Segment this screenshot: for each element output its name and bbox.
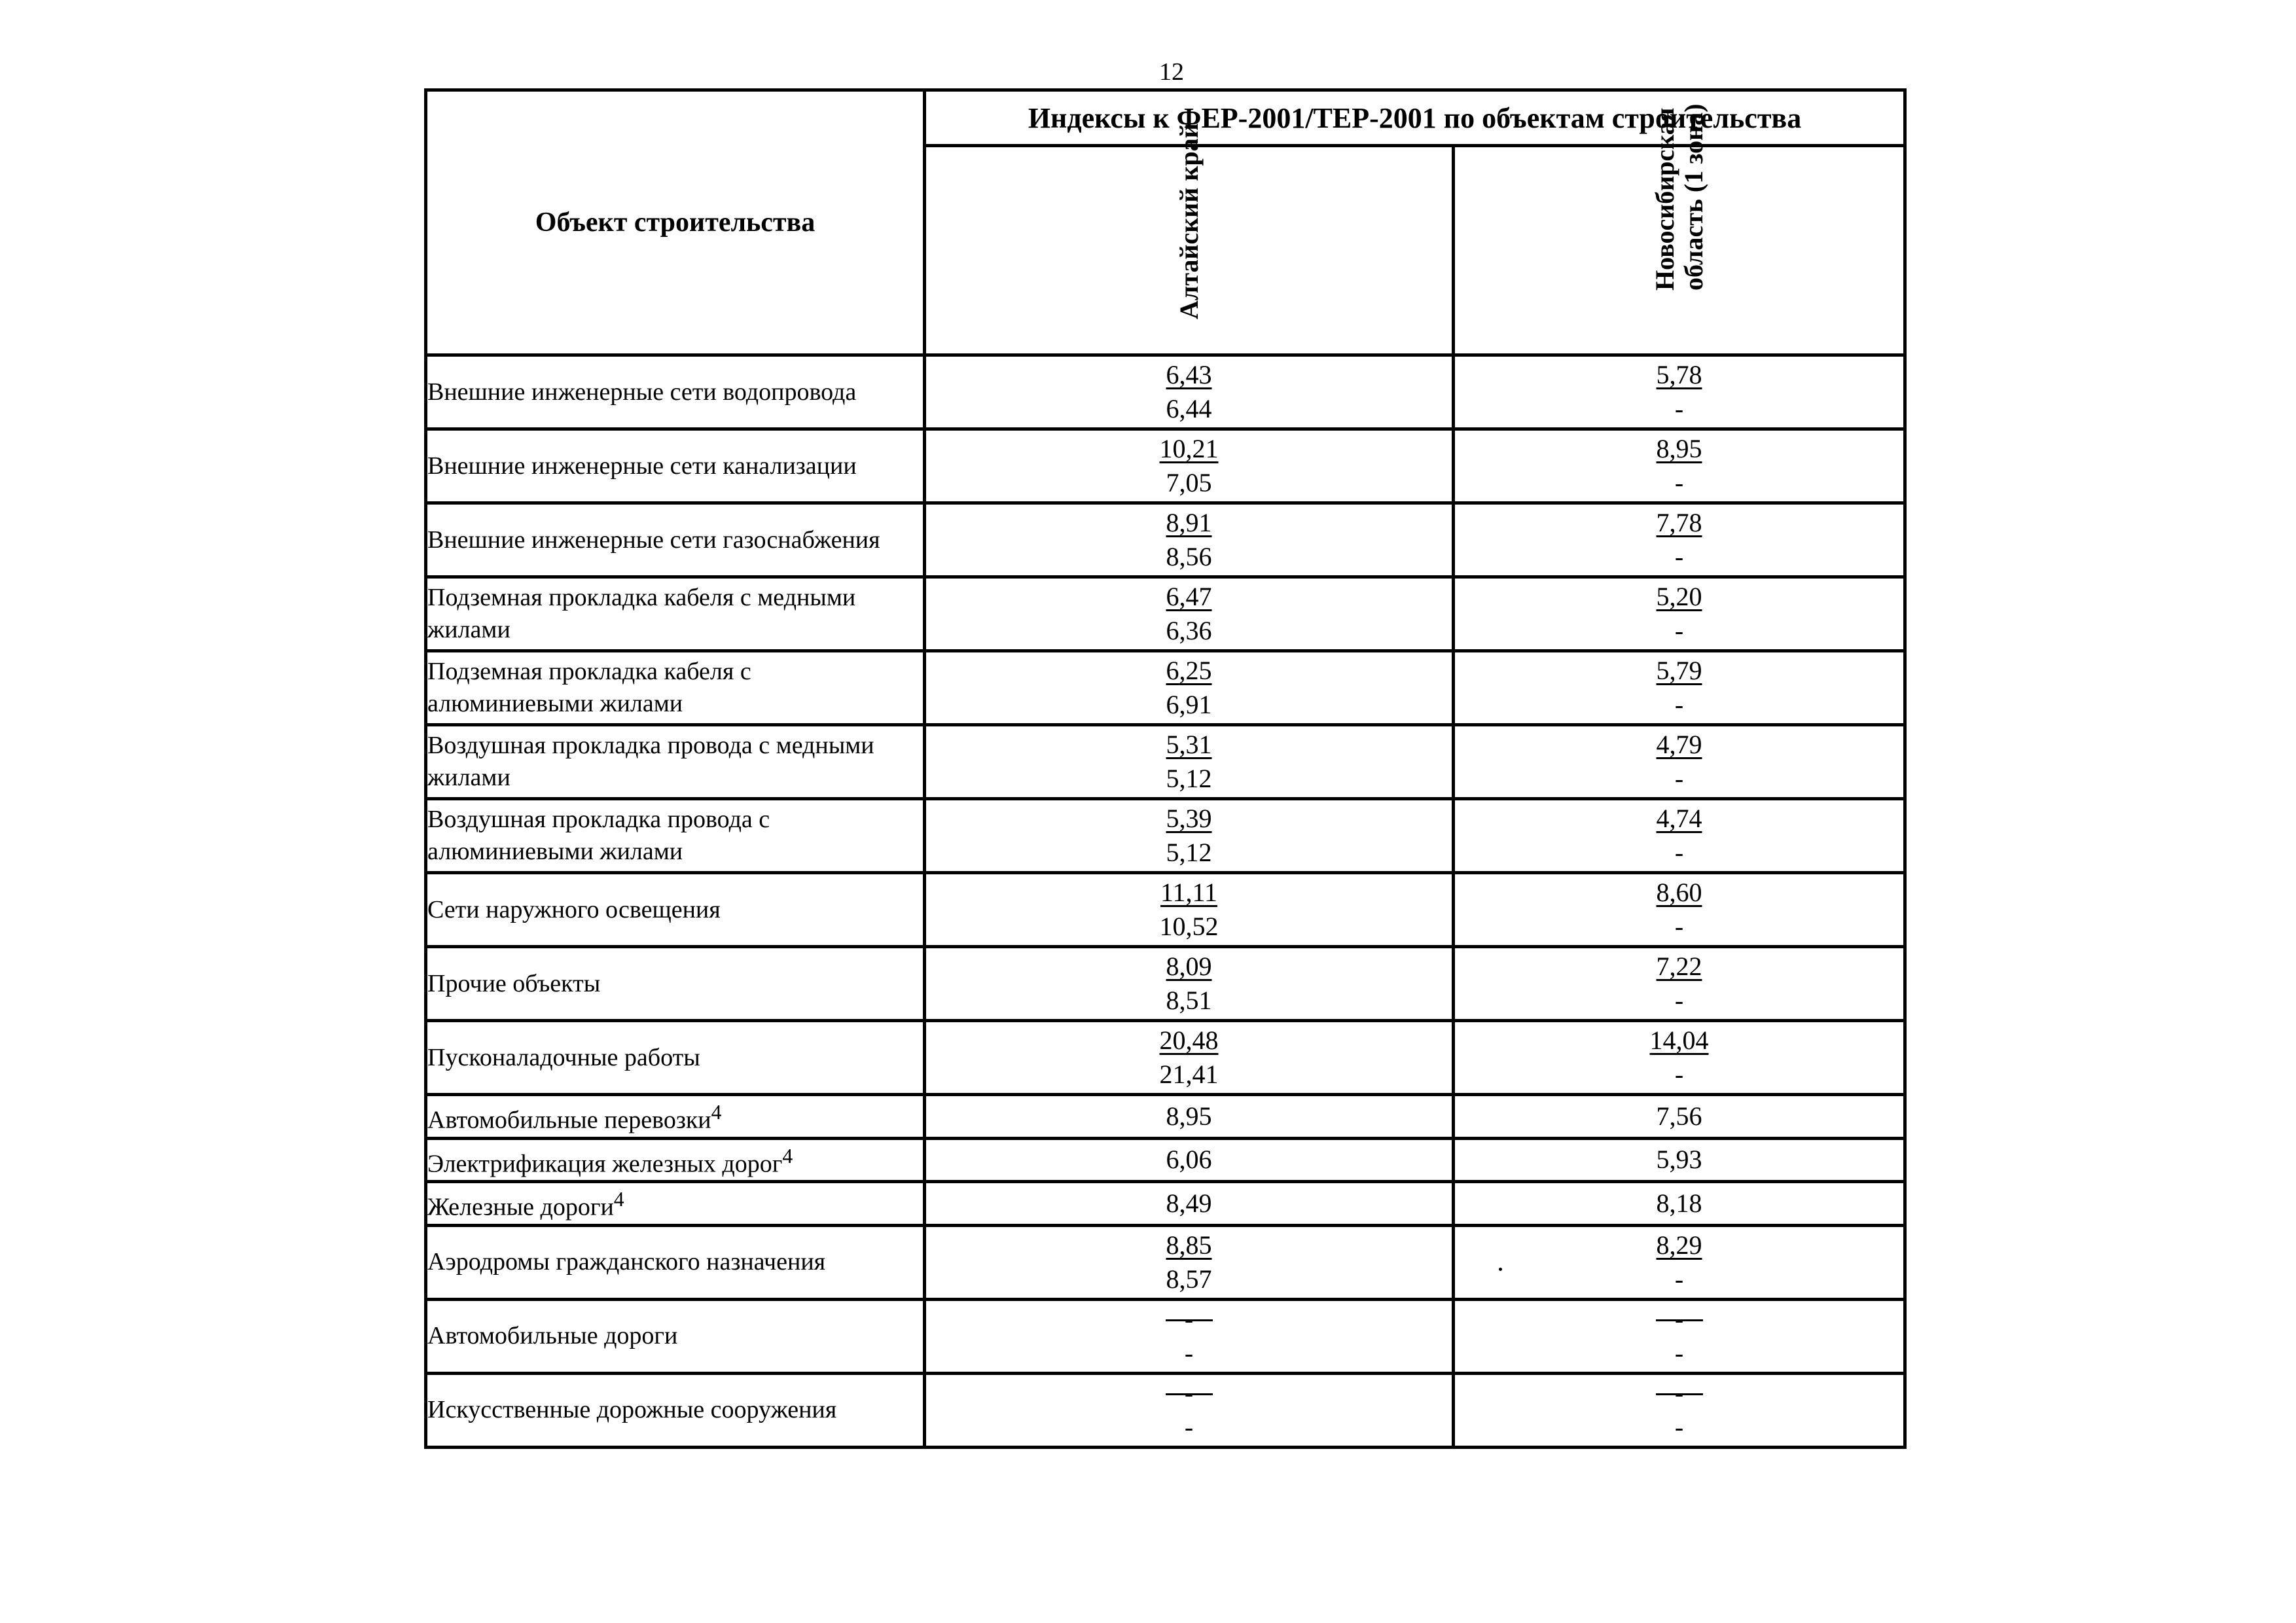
- table-row: [426, 429, 1905, 503]
- row-name: Подземная прокладка кабеля с алюминиевыми жилами: [426, 651, 925, 725]
- value-bottom: -: [1674, 468, 1684, 497]
- value-bottom: -: [1674, 912, 1684, 941]
- value-bottom: 6,36: [1166, 616, 1212, 645]
- value-top: 6,43: [1166, 360, 1212, 389]
- value-novosibirsk: [1454, 1373, 1905, 1447]
- value-bottom: 5,12: [1166, 838, 1212, 867]
- value-top: 14,04: [1649, 1026, 1709, 1055]
- value-top: 20,48: [1159, 1026, 1219, 1055]
- value-bottom: -: [1674, 838, 1684, 867]
- table-row: [426, 947, 1905, 1021]
- row-name-text: Железные дороги: [427, 1193, 614, 1221]
- value-top: 5,20: [1656, 582, 1702, 611]
- row-name: [426, 1095, 925, 1139]
- table-row: [426, 503, 1905, 577]
- value-bottom: 6,44: [1166, 394, 1212, 423]
- table-row: [426, 1373, 1905, 1447]
- value-bottom: 21,41: [1159, 1060, 1219, 1089]
- value-top: 5,79: [1656, 656, 1702, 685]
- value-bottom: 8,57: [1166, 1264, 1212, 1294]
- value-novosibirsk: 5,93: [1454, 1138, 1905, 1182]
- value-bottom: -: [1674, 616, 1684, 645]
- value-top: 4,74: [1656, 804, 1702, 833]
- table-row: [426, 1138, 1905, 1182]
- row-name: Пусконаладочные работы: [426, 1021, 925, 1095]
- region-altai-label: Алтайский край: [1174, 123, 1204, 319]
- value-altai: [925, 429, 1454, 503]
- value-novosibirsk: [1454, 1021, 1905, 1095]
- table-row: [426, 799, 1905, 873]
- value-top: 7,22: [1656, 952, 1702, 981]
- value-novosibirsk: [1454, 651, 1905, 725]
- value-novosibirsk: [1454, 577, 1905, 651]
- value-novosibirsk: [1454, 429, 1905, 503]
- value-top: -: [1656, 1376, 1703, 1395]
- value-top: 11,11: [1160, 878, 1218, 907]
- table-row: [426, 651, 1905, 725]
- value-altai: [925, 1373, 1454, 1447]
- value-novosibirsk: [1454, 873, 1905, 947]
- footnote-mark: 4: [782, 1144, 793, 1168]
- row-name-text: Электрификация железных дорог: [427, 1150, 783, 1178]
- table-row: [426, 1021, 1905, 1095]
- value-altai: [925, 1299, 1454, 1373]
- value-altai: 8,95: [925, 1095, 1454, 1139]
- value-bottom: -: [1184, 1412, 1194, 1442]
- table-row: [426, 1225, 1905, 1299]
- row-name: Воздушная прокладка провода с медными жилами: [426, 725, 925, 799]
- value-top: 5,78: [1656, 360, 1702, 389]
- header-object: Объект строительства: [426, 90, 925, 355]
- value-bottom: -: [1674, 394, 1684, 423]
- value-novosibirsk: [1454, 355, 1905, 429]
- table-row: [426, 725, 1905, 799]
- page-number: 12: [1159, 58, 1184, 86]
- value-top: 5,31: [1166, 730, 1212, 759]
- value-bottom: -: [1184, 1338, 1194, 1368]
- value-altai: [925, 799, 1454, 873]
- value-novosibirsk: [1454, 725, 1905, 799]
- scan-dot: [1499, 1268, 1502, 1271]
- value-altai: [925, 1021, 1454, 1095]
- value-top: 8,09: [1166, 952, 1212, 981]
- value-bottom: -: [1674, 542, 1684, 571]
- value-bottom: 8,56: [1166, 542, 1212, 571]
- table-row: [426, 873, 1905, 947]
- header-indices: Индексы к ФЕР-2001/ТЕР-2001 по объектам строительства: [925, 90, 1905, 146]
- value-top: 7,78: [1656, 508, 1702, 537]
- value-top: 5,39: [1166, 804, 1212, 833]
- row-name-text: Автомобильные перевозки: [427, 1106, 711, 1134]
- value-bottom: -: [1674, 1338, 1684, 1368]
- indices-table: [424, 88, 1907, 1449]
- value-altai: [925, 355, 1454, 429]
- value-bottom: -: [1674, 1264, 1684, 1294]
- value-novosibirsk: [1454, 503, 1905, 577]
- value-top: -: [1166, 1302, 1213, 1321]
- row-name: Воздушная прокладка провода с алюминиевыми жилами: [426, 799, 925, 873]
- value-top: 4,79: [1656, 730, 1702, 759]
- value-novosibirsk: [1454, 1299, 1905, 1373]
- value-altai: [925, 725, 1454, 799]
- table-row: [426, 1299, 1905, 1373]
- value-bottom: -: [1674, 690, 1684, 719]
- value-top: 8,85: [1166, 1230, 1212, 1260]
- value-bottom: -: [1674, 986, 1684, 1015]
- table-row: [426, 1095, 1905, 1139]
- value-altai: 6,06: [925, 1138, 1454, 1182]
- footnote-mark: 4: [613, 1188, 624, 1211]
- value-top: 8,95: [1656, 434, 1702, 463]
- value-bottom: 5,12: [1166, 764, 1212, 793]
- value-altai: [925, 947, 1454, 1021]
- value-altai: 8,49: [925, 1182, 1454, 1226]
- table-row: [426, 355, 1905, 429]
- value-top: 10,21: [1159, 434, 1219, 463]
- row-name: Искусственные дорожные сооружения: [426, 1373, 925, 1447]
- value-top: -: [1166, 1376, 1213, 1395]
- value-novosibirsk: [1454, 799, 1905, 873]
- value-top: 8,91: [1166, 508, 1212, 537]
- value-novosibirsk: [1454, 1225, 1905, 1299]
- row-name: [426, 1182, 925, 1226]
- value-novosibirsk: [1454, 947, 1905, 1021]
- value-bottom: -: [1674, 1412, 1684, 1442]
- value-top: 8,60: [1656, 878, 1702, 907]
- value-novosibirsk: 8,18: [1454, 1182, 1905, 1226]
- value-bottom: -: [1674, 764, 1684, 793]
- table-row: [426, 577, 1905, 651]
- row-name: [426, 1138, 925, 1182]
- footnote-mark: 4: [711, 1101, 722, 1124]
- value-bottom: 7,05: [1166, 468, 1212, 497]
- value-altai: [925, 873, 1454, 947]
- value-top: 6,47: [1166, 582, 1212, 611]
- table-row: [426, 1182, 1905, 1226]
- value-altai: [925, 503, 1454, 577]
- row-name: Внешние инженерные сети газоснабжения: [426, 503, 925, 577]
- header-region-novosibirsk: [1454, 103, 1905, 355]
- value-top: 8,29: [1656, 1230, 1702, 1260]
- value-altai: [925, 577, 1454, 651]
- value-altai: [925, 651, 1454, 725]
- row-name: Внешние инженерные сети канализации: [426, 429, 925, 503]
- value-top: 6,25: [1166, 656, 1212, 685]
- header-region-altai: [925, 123, 1454, 355]
- region-novosibirsk-label: Новосибирская область (1 зона): [1649, 103, 1708, 291]
- row-name: Сети наружного освещения: [426, 873, 925, 947]
- value-altai: [925, 1225, 1454, 1299]
- value-bottom: 8,51: [1166, 986, 1212, 1015]
- row-name: Автомобильные дороги: [426, 1299, 925, 1373]
- value-bottom: -: [1674, 1060, 1684, 1089]
- row-name: Подземная прокладка кабеля с медными жилами: [426, 577, 925, 651]
- row-name: Аэродромы гражданского назначения: [426, 1225, 925, 1299]
- value-novosibirsk: 7,56: [1454, 1095, 1905, 1139]
- value-top: -: [1656, 1302, 1703, 1321]
- value-bottom: 6,91: [1166, 690, 1212, 719]
- value-bottom: 10,52: [1159, 912, 1219, 941]
- row-name: Прочие объекты: [426, 947, 925, 1021]
- row-name: Внешние инженерные сети водопровода: [426, 355, 925, 429]
